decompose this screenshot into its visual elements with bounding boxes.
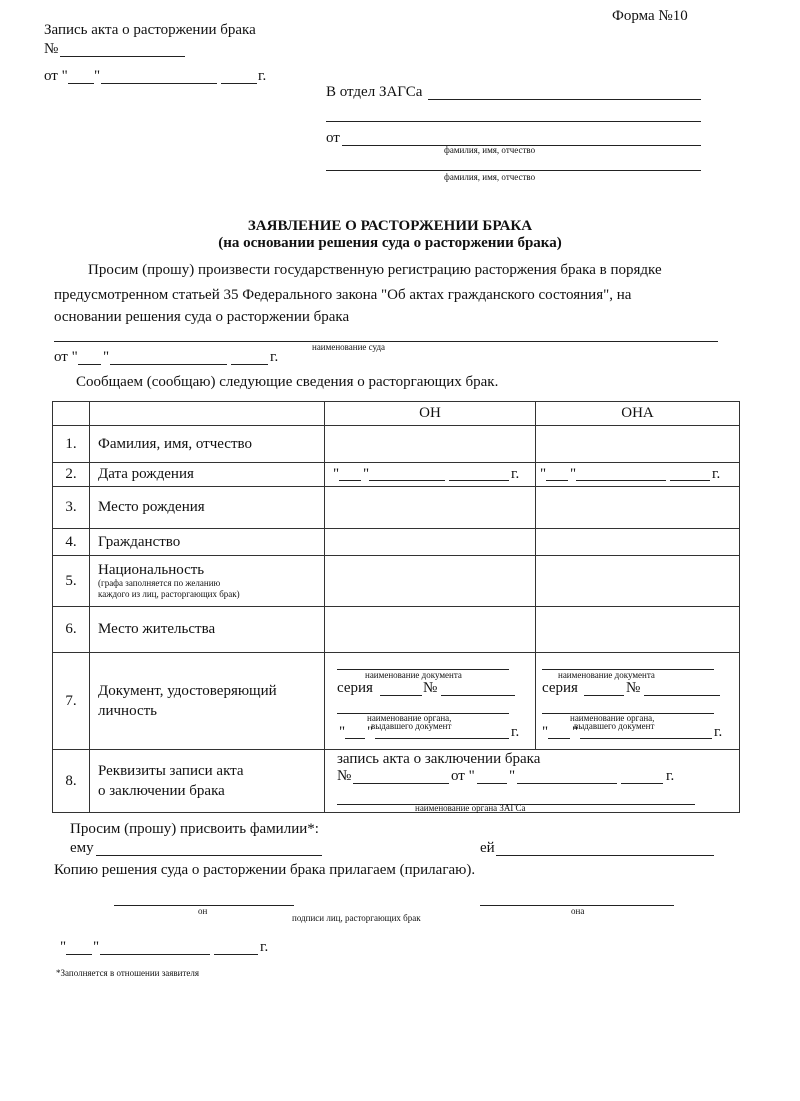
footer-year-suffix: г.	[260, 939, 269, 955]
he-birthplace-cell[interactable]	[325, 487, 536, 529]
she-birthdate-cell[interactable]: " " г.	[536, 463, 740, 487]
marriage-record-cell[interactable]: запись акта о заключении брака № от " " г. наименование органа ЗАГСа	[325, 750, 740, 813]
marriage-number-field[interactable]	[353, 783, 449, 784]
row-number: 4.	[53, 529, 90, 556]
request-line-2: предусмотренном статьей 35 Федерального закона "Об актах гражданского состояния", на	[54, 287, 632, 303]
she-fio-cell[interactable]	[536, 426, 740, 463]
marriage-record-label: запись акта о заключении брака	[337, 750, 541, 767]
row-number: 3.	[53, 487, 90, 529]
applicant-2-field[interactable]	[326, 170, 701, 171]
inform-text: Сообщаем (сообщаю) следующие сведения о расторгающих брак.	[76, 374, 499, 390]
her-label: ей	[480, 840, 495, 856]
row-label-id-document: Документ, удостоверяющий личность	[90, 653, 325, 750]
she-citizenship-cell[interactable]	[536, 529, 740, 556]
he-nationality-cell[interactable]	[325, 556, 536, 607]
table-row	[53, 487, 740, 529]
footer-date-quote-1: "	[60, 939, 67, 955]
record-day-field[interactable]	[68, 83, 94, 84]
zags-name-field[interactable]	[428, 99, 701, 100]
attach-note: Копию решения суда о расторжении брака прилагаем (прилагаю).	[54, 862, 476, 878]
record-number-field[interactable]	[60, 56, 185, 57]
he-id-document-cell[interactable]: наименование документа серия № наименование органа, выдавшего документ " " г.	[325, 653, 536, 750]
table-row	[53, 750, 740, 813]
record-year-field[interactable]	[221, 83, 257, 84]
court-caption: наименование суда	[312, 342, 386, 352]
footer-month-field[interactable]	[100, 954, 210, 955]
row-number: 6.	[53, 607, 90, 653]
surnames-request: Просим (прошу) присвоить фамилии*:	[70, 821, 319, 837]
document-subtitle: (на основании решения суда о расторжении брака)	[218, 235, 562, 251]
court-date-from: от "	[54, 349, 78, 365]
she-nationality-cell[interactable]	[536, 556, 740, 607]
row-label-citizenship: Гражданство	[90, 529, 325, 556]
row-number: 8.	[53, 750, 90, 813]
nationality-note-1: (графа заполняется по желанию	[98, 578, 221, 588]
footer-day-field[interactable]	[66, 954, 92, 955]
zags-name-field-2[interactable]	[326, 121, 701, 122]
row-label-birthdate: Дата рождения	[90, 463, 325, 487]
court-month-field[interactable]	[110, 364, 227, 365]
row-label-nationality	[90, 556, 325, 607]
table-row	[53, 653, 740, 750]
row-number: 1.	[53, 426, 90, 463]
he-birthdate-cell[interactable]: " " г.	[325, 463, 536, 487]
court-year-field[interactable]	[231, 364, 268, 365]
court-day-field[interactable]	[78, 364, 101, 365]
nationality-label: Национальность	[98, 562, 205, 578]
column-he: ОН	[325, 402, 536, 426]
record-date-from: от "	[44, 68, 68, 84]
fio-caption-2: фамилия, имя, отчество	[444, 172, 536, 182]
column-she: ОНА	[536, 402, 740, 426]
footer-date-quote-2: "	[93, 939, 100, 955]
form-number: Форма №10	[612, 8, 688, 24]
signature-caption: подписи лиц, расторгающих брак	[292, 913, 421, 923]
fio-caption-1: фамилия, имя, отчество	[444, 145, 536, 155]
applicants-table	[52, 401, 740, 813]
him-surname-field[interactable]	[96, 855, 322, 856]
table-row	[53, 426, 740, 463]
record-year-suffix: г.	[258, 68, 267, 84]
she-birthplace-cell[interactable]	[536, 487, 740, 529]
row-number: 5.	[53, 556, 90, 607]
her-surname-field[interactable]	[496, 855, 714, 856]
row-label-residence: Место жительства	[90, 607, 325, 653]
him-label: ему	[70, 840, 94, 856]
table-row	[53, 529, 740, 556]
record-month-field[interactable]	[101, 83, 217, 84]
row-label-marriage-record: Реквизиты записи акта о заключении брака	[90, 750, 325, 813]
footer-year-field[interactable]	[214, 954, 258, 955]
record-date-quote: "	[94, 68, 101, 84]
request-line-3: основании решения суда о расторжении брака	[54, 309, 350, 325]
record-number-label: №	[44, 41, 59, 57]
record-label: Запись акта о расторжении брака	[44, 22, 256, 38]
request-line-1: Просим (прошу) произвести государственную регистрацию расторжения брака в порядке	[88, 262, 662, 278]
row-label-fio: Фамилия, имя, отчество	[90, 426, 325, 463]
table-row	[53, 556, 740, 607]
signature-she-caption: она	[571, 906, 585, 916]
he-fio-cell[interactable]	[325, 426, 536, 463]
court-year-suffix: г.	[270, 349, 279, 365]
court-name-field[interactable]	[54, 341, 718, 342]
table-row	[53, 607, 740, 653]
row-number: 2.	[53, 463, 90, 487]
she-residence-cell[interactable]	[536, 607, 740, 653]
to-zags-label: В отдел ЗАГСа	[326, 84, 423, 100]
header-num-cell	[53, 402, 90, 426]
signature-he-caption: он	[198, 906, 208, 916]
he-residence-cell[interactable]	[325, 607, 536, 653]
court-date-quote: "	[103, 349, 110, 365]
row-label-birthplace: Место рождения	[90, 487, 325, 529]
header-label-cell	[90, 402, 325, 426]
nationality-note-2: каждого из лиц, расторгающих брак)	[98, 589, 240, 599]
she-id-document-cell[interactable]: наименование документа серия № наименование органа, выдавшего документ " " г.	[536, 653, 740, 750]
document-title: ЗАЯВЛЕНИЕ О РАСТОРЖЕНИИ БРАКА	[247, 218, 533, 234]
footnote: *Заполняется в отношении заявителя	[56, 968, 200, 978]
he-citizenship-cell[interactable]	[325, 529, 536, 556]
table-header-row	[53, 402, 740, 426]
row-number: 7.	[53, 653, 90, 750]
from-label: от	[326, 130, 340, 146]
table-row	[53, 463, 740, 487]
